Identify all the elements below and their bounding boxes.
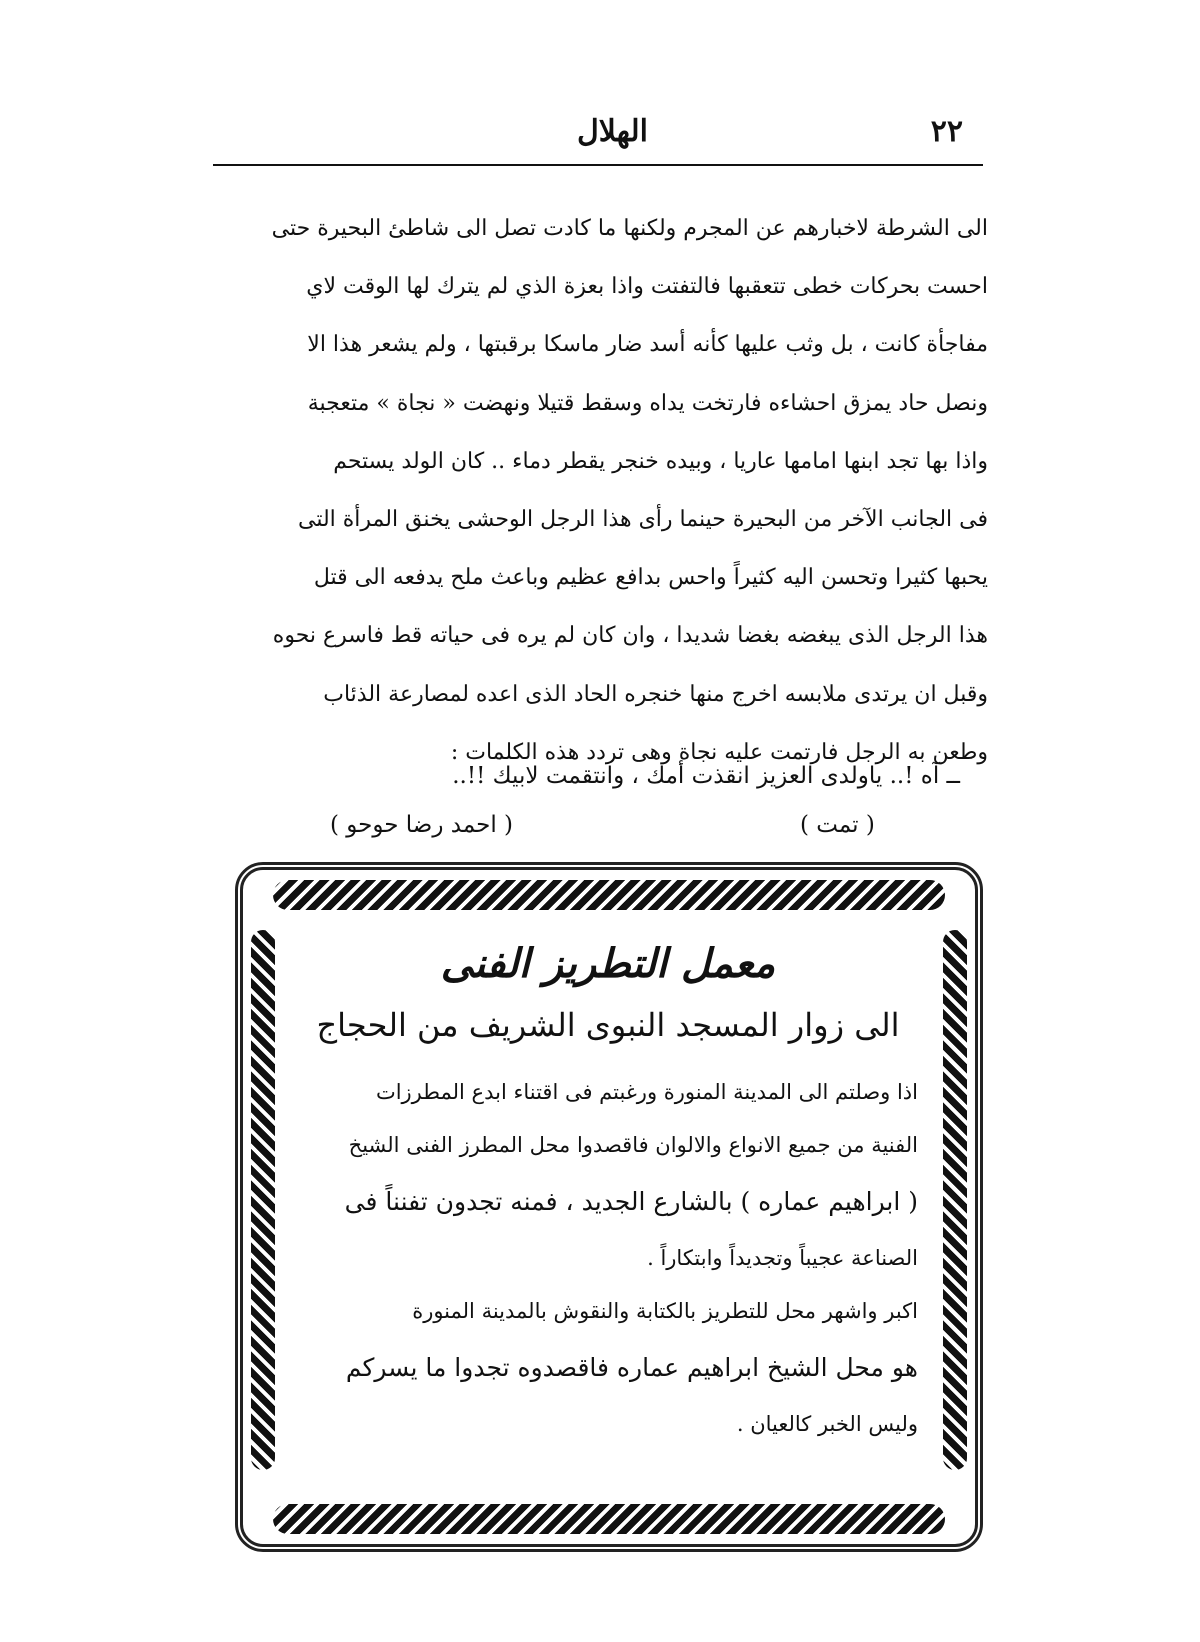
advertisement-line: هو محل الشيخ ابراهيم عماره فاقصدوه تجدوا ما يسركم — [345, 1353, 918, 1382]
advertisement-line: الصناعة عجيباً وتجديداً وابتكاراً . — [647, 1246, 918, 1270]
closing-quote: ــ آه !.. ياولدى العزيز انقذت أمك ، وانتقمت لابيك !!.. — [452, 763, 960, 789]
story-line: هذا الرجل الذى يبغضه بغضا شديدا ، وان كان لم يره فى حياته قط فاسرع نحوه — [272, 623, 988, 649]
page-number: ٢٢ — [930, 114, 963, 149]
page-header — [213, 108, 983, 166]
rope-border-bottom — [273, 1504, 945, 1534]
advertisement-line: اكبر واشهر محل للتطريز بالكتابة والنقوش بالمدينة المنورة — [412, 1299, 918, 1323]
advertisement-subtitle: الى زوار المسجد النبوى الشريف من الحجاج — [316, 1006, 900, 1044]
story-line: مفاجأة كانت ، بل وثب عليها كأنه أسد ضار ماسكا برقبتها ، ولم يشعر هذا الا — [307, 332, 988, 358]
story-line: وقبل ان يرتدى ملابسه اخرج منها خنجره الحاد الذى اعده لمصارعة الذئاب — [323, 681, 988, 707]
advertisement-title: معمل التطريز الفنى — [440, 940, 776, 987]
advertisement-line: وليس الخبر كالعيان . — [736, 1412, 918, 1436]
story-line: احست بحركات خطى تتعقبها فالتفتت واذا بعزة الذي لم يترك لها الوقت لاي — [306, 274, 988, 300]
story-line: ونصل حاد يمزق احشاءه فارتخت يداه وسقط قتيلا ونهضت « نجاة » متعجبة — [307, 390, 988, 416]
running-title: الهلال — [576, 114, 648, 149]
advertisement-line: الفنية من جميع الانواع والالوان فاقصدوا محل المطرز الفنى الشيخ — [348, 1133, 918, 1157]
rope-border-top — [273, 880, 945, 910]
story-text — [213, 200, 988, 782]
end-mark: ( تمت ) — [800, 812, 875, 838]
advertisement-line: اذا وصلتم الى المدينة المنورة ورغبتم فى اقتناء ابدع المطرزات — [375, 1080, 918, 1104]
story-line: يحبها كثيرا وتحسن اليه كثيراً واحس بدافع عظيم وباعث ملح يدفعه الى قتل — [313, 565, 988, 591]
author-name: ( احمد رضا حوحو ) — [330, 812, 514, 838]
advertisement-line: ( ابراهيم عماره ) بالشارع الجديد ، فمنه تجدون تفنناً فى — [344, 1187, 918, 1216]
story-line: وطعن به الرجل فارتمت عليه نجاة وهى تردد هذه الكلمات : — [450, 739, 988, 765]
rope-border-right — [943, 930, 967, 1470]
advertisement-box — [235, 862, 983, 1552]
story-line: فى الجانب الآخر من البحيرة حينما رأى هذا الرجل الوحشى يخنق المرأة التى — [298, 506, 988, 532]
story-line: الى الشرطة لاخبارهم عن المجرم ولكنها ما كادت تصل الى شاطئ البحيرة حتى — [271, 216, 988, 241]
story-line: واذا بها تجد ابنها امامها عاريا ، وبيده خنجر يقطر دماء .. كان الولد يستحم — [333, 448, 988, 474]
rope-border-left — [251, 930, 275, 1470]
advertisement-content — [298, 940, 918, 1451]
